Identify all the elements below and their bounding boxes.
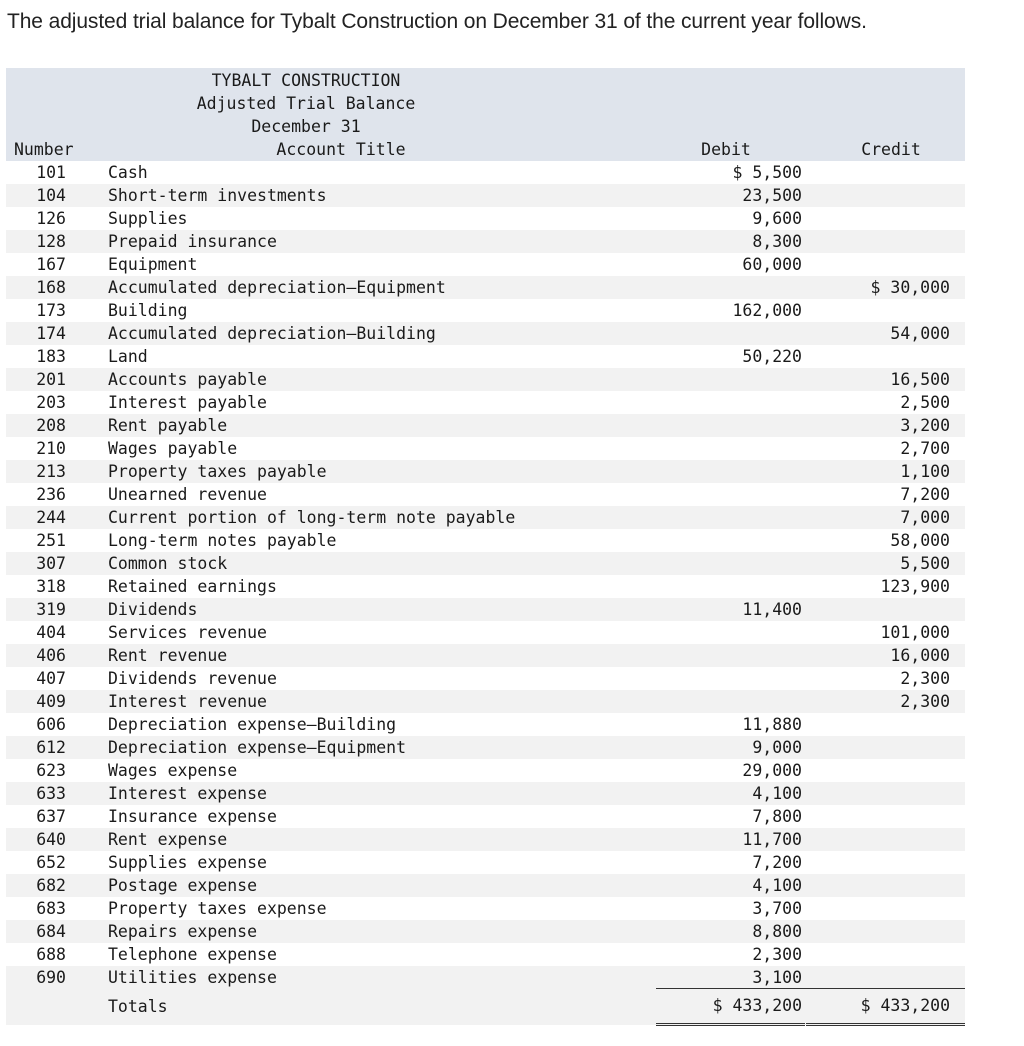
account-number: 104 [36,186,66,205]
debit-amount: 2,300 [752,945,802,964]
table-row [6,667,965,690]
account-title: Rent payable [108,416,228,435]
table-row [6,943,965,966]
account-number: 409 [36,692,66,711]
account-number: 201 [36,370,66,389]
debit-amount: $ 5,500 [732,163,802,182]
table-row [6,690,965,713]
debit-amount: 23,500 [742,186,802,205]
account-number: 307 [36,554,66,573]
credit-amount: 2,300 [900,692,950,711]
table-row [6,828,965,851]
table-row [6,460,965,483]
table-row [6,920,965,943]
account-number: 126 [36,209,66,228]
table-row [6,897,965,920]
account-number: 406 [36,646,66,665]
account-title: Dividends revenue [108,669,277,688]
credit-amount: 3,200 [900,416,950,435]
debit-amount: 11,880 [742,715,802,734]
debit-amount: 4,100 [752,876,802,895]
table-row [6,322,965,345]
table-row [6,230,965,253]
table-body [6,161,965,989]
account-number: 183 [36,347,66,366]
table-row [6,391,965,414]
table-row [6,483,965,506]
account-title: Depreciation expense—Building [108,715,397,734]
credit-amount: 2,300 [900,669,950,688]
credit-amount: 58,000 [890,531,950,550]
table-row [6,575,965,598]
account-number: 683 [36,899,66,918]
table-row [6,552,965,575]
account-title: Depreciation expense—Equipment [108,738,407,757]
account-title: Postage expense [108,876,258,895]
account-title: Property taxes expense [108,899,327,918]
account-number: 640 [36,830,66,849]
table-row [6,506,965,529]
credit-amount: 101,000 [880,623,950,642]
account-title: Telephone expense [108,945,277,964]
column-header-account-title: Account Title [276,140,406,159]
account-number: 407 [36,669,66,688]
table-row [6,851,965,874]
company-name: TYBALT CONSTRUCTION [211,71,401,90]
table-row [6,966,965,989]
debit-amount: 8,800 [752,922,802,941]
account-number: 174 [36,324,66,343]
total-credit: $ 433,200 [860,996,950,1015]
credit-amount: 7,200 [900,485,950,504]
table-row [6,713,965,736]
account-number: 404 [36,623,66,642]
table-row [6,253,965,276]
account-title: Equipment [108,255,198,274]
credit-amount: 1,100 [900,462,950,481]
debit-amount: 8,300 [752,232,802,251]
debit-amount: 9,000 [752,738,802,757]
account-title: Unearned revenue [108,485,267,504]
account-title: Cash [108,163,148,182]
account-number: 167 [36,255,66,274]
account-title: Interest expense [108,784,267,803]
debit-amount: 11,700 [742,830,802,849]
account-number: 690 [36,968,66,987]
account-title: Current portion of long-term note payable [108,508,516,527]
credit-amount: 16,500 [890,370,950,389]
debit-amount: 11,400 [742,600,802,619]
account-number: 319 [36,600,66,619]
debit-amount: 7,800 [752,807,802,826]
table-row [6,644,965,667]
account-number: 203 [36,393,66,412]
credit-amount: 5,500 [900,554,950,573]
account-title: Retained earnings [108,577,277,596]
account-number: 682 [36,876,66,895]
debit-amount: 7,200 [752,853,802,872]
account-title: Services revenue [108,623,267,642]
account-number: 684 [36,922,66,941]
column-header-debit: Debit [701,140,751,159]
debit-amount: 3,700 [752,899,802,918]
account-number: 606 [36,715,66,734]
account-number: 251 [36,531,66,550]
account-title: Dividends [108,600,198,619]
table-row [6,207,965,230]
debit-amount: 9,600 [752,209,802,228]
account-number: 637 [36,807,66,826]
report-date: December 31 [251,117,361,136]
intro-text: The adjusted trial balance for Tybalt Construction on December 31 of the current year follows. [7,10,867,33]
account-title: Rent revenue [108,646,228,665]
debit-amount: 3,100 [752,968,802,987]
account-number: 623 [36,761,66,780]
account-title: Utilities expense [108,968,277,987]
credit-amount: $ 30,000 [870,278,950,297]
account-title: Accounts payable [108,370,267,389]
account-title: Interest payable [108,393,267,412]
credit-amount: 54,000 [890,324,950,343]
debit-amount: 162,000 [732,301,802,320]
report-title: Adjusted Trial Balance [196,94,416,113]
table-row [6,529,965,552]
column-header-number: Number [14,140,74,159]
totals-label: Totals [108,997,168,1016]
debit-amount: 60,000 [742,255,802,274]
account-number: 318 [36,577,66,596]
credit-amount: 2,500 [900,393,950,412]
account-title: Insurance expense [108,807,277,826]
table-row [6,161,965,184]
table-row [6,598,965,621]
account-number: 244 [36,508,66,527]
account-number: 210 [36,439,66,458]
account-title: Accumulated depreciation—Building [108,324,436,343]
table-row [6,368,965,391]
table-row [6,759,965,782]
table-row [6,782,965,805]
credit-amount: 2,700 [900,439,950,458]
account-number: 128 [36,232,66,251]
credit-amount: 7,000 [900,508,950,527]
table-row [6,299,965,322]
table-row [6,736,965,759]
account-number: 236 [36,485,66,504]
trial-balance-table [6,68,965,1025]
account-number: 652 [36,853,66,872]
table-row [6,805,965,828]
account-title: Wages payable [108,439,238,458]
table-row [6,345,965,368]
account-title: Interest revenue [108,692,267,711]
total-debit: $ 433,200 [712,996,802,1015]
table-row [6,874,965,897]
table-row [6,437,965,460]
debit-amount: 4,100 [752,784,802,803]
account-title: Supplies [108,209,188,228]
table-row [6,184,965,207]
account-number: 101 [36,163,66,182]
account-title: Supplies expense [108,853,267,872]
credit-amount: 16,000 [890,646,950,665]
account-title: Repairs expense [108,922,258,941]
account-title: Wages expense [108,761,238,780]
account-title: Short-term investments [108,186,327,205]
account-title: Property taxes payable [108,462,327,481]
account-title: Prepaid insurance [108,232,277,251]
totals-row [6,989,965,1025]
table-header [6,68,965,161]
account-title: Long-term notes payable [108,531,337,550]
account-number: 168 [36,278,66,297]
account-number: 688 [36,945,66,964]
account-title: Rent expense [108,830,228,849]
account-number: 612 [36,738,66,757]
table-row [6,276,965,299]
account-title: Building [108,301,188,320]
table-row [6,414,965,437]
column-header-credit: Credit [861,140,921,159]
account-number: 633 [36,784,66,803]
account-number: 208 [36,416,66,435]
account-number: 213 [36,462,66,481]
account-number: 173 [36,301,66,320]
table-row [6,621,965,644]
account-title: Accumulated depreciation—Equipment [108,278,446,297]
account-title: Land [108,347,148,366]
debit-amount: 50,220 [742,347,802,366]
debit-amount: 29,000 [742,761,802,780]
credit-amount: 123,900 [880,577,950,596]
account-title: Common stock [108,554,228,573]
